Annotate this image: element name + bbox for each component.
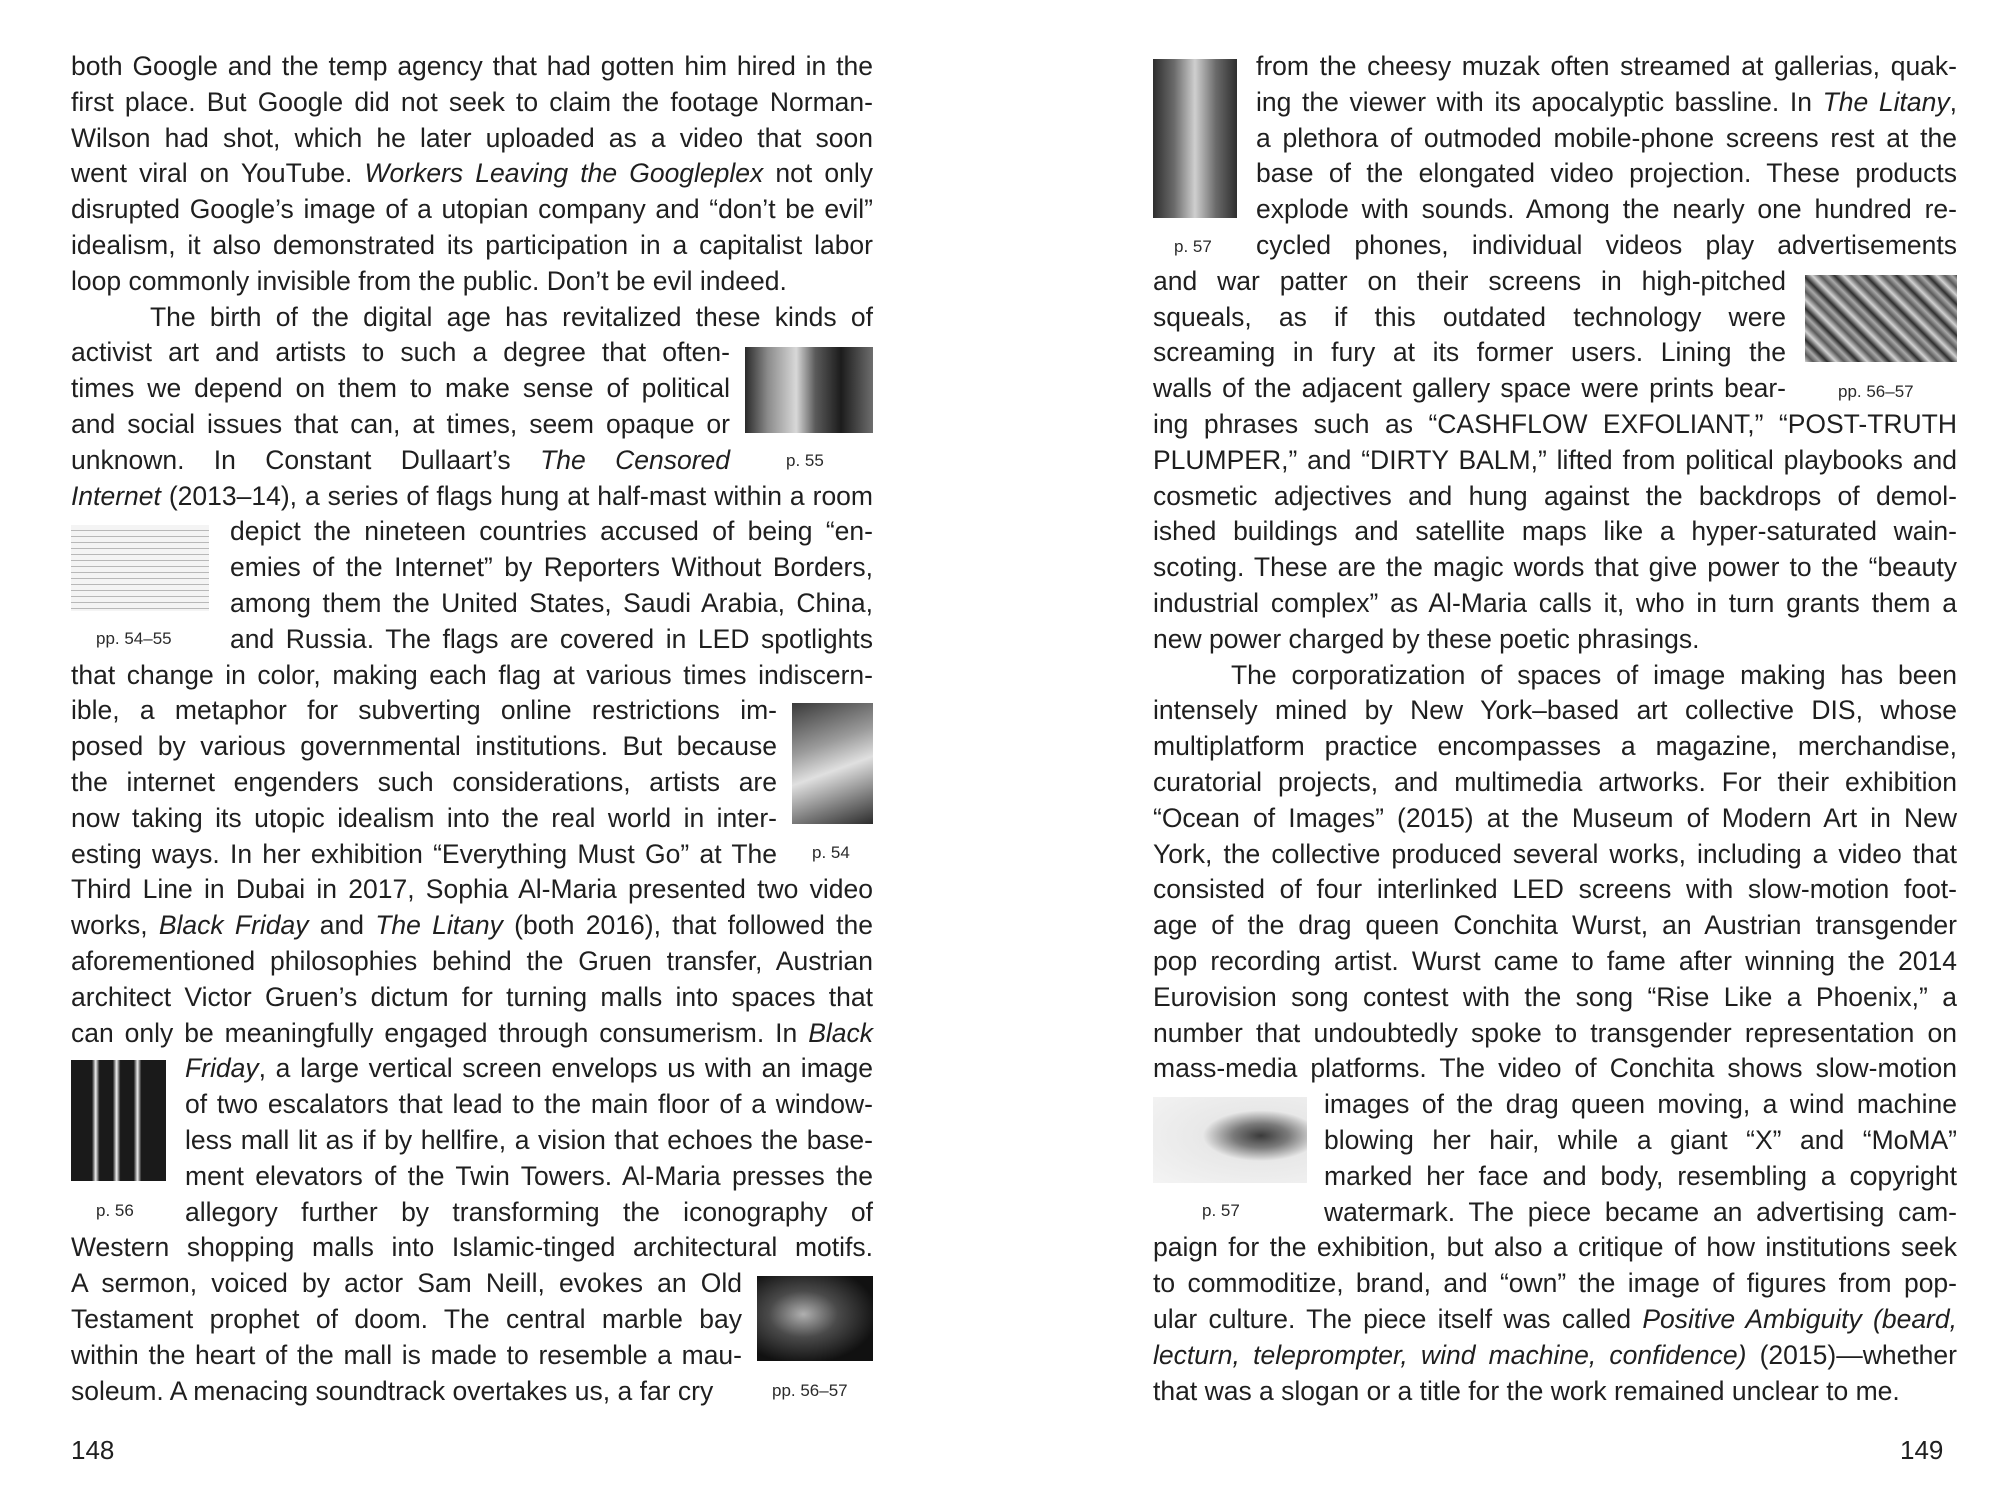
text-run: and bbox=[308, 910, 376, 941]
text-line bbox=[1153, 406, 1957, 442]
text-line bbox=[230, 621, 873, 657]
text-run: from the cheesy muzak often streamed at gallerias, quak- bbox=[1256, 51, 1957, 81]
text-run: walls of the adjacent gallery space were prints bear- bbox=[1153, 373, 1786, 404]
text-line bbox=[71, 1229, 873, 1265]
text-line bbox=[1153, 621, 1957, 657]
text-run: and Russia. The flags are covered in LED spotlights bbox=[230, 623, 873, 654]
text-line bbox=[71, 764, 777, 800]
text-line bbox=[185, 1194, 873, 1230]
text-run: mass-media platforms. The video of Conchita shows slow-motion bbox=[1153, 1053, 1957, 1084]
text-line bbox=[1256, 84, 1957, 120]
text-line bbox=[71, 334, 730, 370]
text-line bbox=[1153, 478, 1957, 514]
text-line bbox=[1153, 728, 1957, 764]
exhibition-space-thumbnail bbox=[792, 703, 873, 824]
text-run: times we depend on them to make sense of political bbox=[71, 373, 730, 404]
text-run: images of the drag queen moving, a wind machine bbox=[1324, 1089, 1957, 1120]
text-run: curatorial projects, and multimedia artworks. For their exhibition bbox=[1153, 767, 1957, 797]
text-run: ible, a metaphor for subverting online restrictions im- bbox=[71, 695, 777, 726]
text-run: scoting. These are the magic words that give power to the “beauty bbox=[1153, 552, 1957, 583]
text-line bbox=[1153, 1050, 1957, 1086]
text-run: Testament prophet of doom. The central marble bay bbox=[71, 1304, 742, 1334]
text-line bbox=[1153, 836, 1957, 872]
text-run: loop commonly invisible from the public. Don’t be evil indeed. bbox=[71, 265, 787, 296]
text-run: ing the viewer with its apocalyptic bassline. In bbox=[1256, 86, 1823, 117]
text-run: a plethora of outmoded mobile-phone screens rest at the bbox=[1256, 122, 1957, 153]
text-line bbox=[1231, 657, 1957, 693]
text-line bbox=[185, 1158, 873, 1194]
text-run: ment elevators of the Twin Towers. Al-Maria presses the bbox=[185, 1160, 873, 1191]
page-ref: p. 57 bbox=[1174, 237, 1212, 256]
text-run: cosmetic adjectives and hung against the backdrops of demol- bbox=[1153, 480, 1957, 511]
text-run: (2015)—whether bbox=[1746, 1339, 1957, 1370]
text-line bbox=[71, 1337, 742, 1373]
text-line bbox=[1153, 800, 1957, 836]
text-line bbox=[71, 1373, 742, 1409]
censored-internet-thumbnail bbox=[745, 347, 873, 433]
text-run: within the heart of the mall is made to resemble a mau- bbox=[71, 1339, 742, 1370]
text-line bbox=[1153, 1301, 1957, 1337]
text-run: base of the elongated video projection. These products bbox=[1256, 158, 1957, 189]
page-ref: p. 57 bbox=[1202, 1201, 1240, 1220]
page-ref: pp. 56–57 bbox=[1838, 382, 1914, 401]
text-line bbox=[71, 657, 873, 693]
text-run: activist art and artists to such a degree that often- bbox=[71, 337, 730, 368]
text-line bbox=[71, 871, 873, 907]
text-run: that was a slogan or a title for the work remained unclear to me. bbox=[1153, 1375, 1900, 1406]
text-line bbox=[1153, 442, 1957, 478]
text-line bbox=[71, 263, 873, 299]
text-line bbox=[1324, 1086, 1957, 1122]
text-run: depict the nineteen countries accused of being “en- bbox=[230, 516, 873, 547]
text-run: ular culture. The piece itself was called bbox=[1153, 1304, 1643, 1334]
text-run: “Ocean of Images” (2015) at the Museum of Modern Art in New bbox=[1153, 802, 1957, 833]
text-run: number that undoubtedly spoke to transgender representation on bbox=[1153, 1017, 1957, 1048]
text-line bbox=[71, 979, 873, 1015]
text-line bbox=[1153, 370, 1786, 406]
text-run: the internet engenders such considerations, artists are bbox=[71, 767, 777, 797]
text-line bbox=[185, 1122, 873, 1158]
italic-title: The Litany bbox=[1822, 86, 1950, 117]
text-run: to commoditize, brand, and “own” the image of figures from pop- bbox=[1153, 1268, 1957, 1299]
text-line bbox=[230, 585, 873, 621]
text-run: multiplatform practice encompasses a magazine, merchandise, bbox=[1153, 731, 1957, 762]
text-line bbox=[71, 120, 873, 156]
page-ref: p. 54 bbox=[812, 843, 850, 862]
text-line bbox=[71, 478, 873, 514]
text-run: unknown. In Constant Dullaart’s bbox=[71, 444, 541, 475]
text-line bbox=[71, 1265, 742, 1301]
page-ref: p. 56 bbox=[96, 1201, 134, 1220]
text-line bbox=[1153, 1229, 1957, 1265]
text-line bbox=[150, 299, 873, 335]
text-line bbox=[1153, 979, 1957, 1015]
text-line bbox=[1256, 48, 1957, 84]
text-run: posed by various governmental institutions. But because bbox=[71, 731, 777, 762]
text-line bbox=[71, 191, 873, 227]
text-run: both Google and the temp agency that had gotten him hired in the bbox=[71, 51, 873, 81]
text-line bbox=[71, 728, 777, 764]
text-line bbox=[71, 406, 730, 442]
text-run: (2013–14), a series of flags hung at half-mast within a room bbox=[160, 480, 873, 511]
text-run: Third Line in Dubai in 2017, Sophia Al-Maria presented two video bbox=[71, 874, 873, 905]
text-line bbox=[71, 155, 873, 191]
text-line bbox=[1256, 227, 1957, 263]
text-line bbox=[1324, 1194, 1957, 1230]
italic-title: Positive Ambiguity (beard, bbox=[1642, 1304, 1957, 1334]
text-line bbox=[71, 84, 873, 120]
page-ref: pp. 56–57 bbox=[772, 1381, 848, 1400]
text-run: screaming in fury at its former users. Lining the bbox=[1153, 337, 1786, 368]
text-run: age of the drag queen Conchita Wurst, an Austrian transgender bbox=[1153, 910, 1957, 941]
text-run: marked her face and body, resembling a copyright bbox=[1324, 1160, 1957, 1191]
text-line bbox=[71, 48, 873, 84]
text-run: not only bbox=[763, 158, 873, 189]
text-run: soleum. A menacing soundtrack overtakes us, a far cry bbox=[71, 1375, 714, 1406]
text-line bbox=[185, 1086, 873, 1122]
text-run: A sermon, voiced by actor Sam Neill, evokes an Old bbox=[71, 1268, 742, 1299]
black-friday-thumbnail bbox=[71, 1060, 166, 1181]
text-line bbox=[1153, 1337, 1957, 1373]
text-line bbox=[1153, 1265, 1957, 1301]
text-run: and social issues that can, at times, seem opaque or bbox=[71, 409, 730, 439]
text-run: , bbox=[1949, 86, 1957, 117]
italic-title: Black Friday bbox=[158, 910, 309, 941]
text-run: The birth of the digital age has revitalized these kinds of bbox=[150, 301, 873, 332]
text-run: allegory further by transforming the iconography of bbox=[185, 1196, 873, 1227]
text-run: and war patter on their screens in high-pitched bbox=[1153, 265, 1786, 296]
text-run: (both 2016), that followed the bbox=[502, 910, 873, 941]
text-line bbox=[1153, 1373, 1957, 1409]
text-run: went viral on YouTube. bbox=[71, 158, 365, 189]
text-line bbox=[1153, 549, 1957, 585]
text-line bbox=[1153, 1015, 1957, 1051]
text-run: York, the collective produced several works, including a video that bbox=[1153, 838, 1957, 869]
page-number: 149 bbox=[1900, 1435, 1944, 1465]
text-line bbox=[71, 692, 777, 728]
italic-title: Black bbox=[808, 1017, 873, 1048]
text-run: , a large vertical screen envelops us with an image bbox=[258, 1053, 873, 1084]
page-ref: pp. 54–55 bbox=[96, 629, 172, 648]
text-run: consisted of four interlinked LED screens with slow-motion foot- bbox=[1153, 874, 1957, 905]
text-line bbox=[1153, 585, 1957, 621]
text-line bbox=[1153, 513, 1957, 549]
text-run: now taking its utopic idealism into the real world in inter- bbox=[71, 802, 777, 833]
text-line bbox=[1153, 871, 1957, 907]
text-run: industrial complex” as Al-Maria calls it, who in turn grants them a bbox=[1153, 588, 1957, 618]
text-run: ing phrases such as “CASHFLOW EXFOLIANT,” “POST-TRUTH bbox=[1153, 409, 1957, 439]
text-run: disrupted Google’s image of a utopian company and “don’t be evil” bbox=[71, 194, 873, 225]
text-line bbox=[71, 442, 730, 478]
text-line bbox=[1153, 907, 1957, 943]
text-run: pop recording artist. Wurst came to fame after winning the 2014 bbox=[1153, 946, 1957, 976]
italic-title: Workers Leaving the Googleplex bbox=[364, 158, 764, 189]
text-line bbox=[71, 943, 873, 979]
text-run: among them the United States, Saudi Arabia, China, bbox=[230, 588, 873, 618]
text-line bbox=[1256, 120, 1957, 156]
text-line bbox=[1324, 1122, 1957, 1158]
text-run: new power charged by these poetic phrasings. bbox=[1153, 623, 1700, 654]
text-run: watermark. The piece became an advertising cam- bbox=[1324, 1196, 1957, 1227]
text-line bbox=[1324, 1158, 1957, 1194]
text-line bbox=[230, 513, 873, 549]
text-line bbox=[1153, 334, 1786, 370]
italic-title: The Censored bbox=[540, 444, 730, 475]
text-run: intensely mined by New York–based art collective DIS, whose bbox=[1153, 695, 1957, 726]
mall-installation-thumbnail bbox=[757, 1276, 873, 1361]
text-run: The corporatization of spaces of image making has been bbox=[1231, 659, 1957, 690]
text-run: paign for the exhibition, but also a critique of how institutions seek bbox=[1153, 1232, 1957, 1263]
italic-title: lecturn, teleprompter, wind machine, confidence) bbox=[1153, 1339, 1747, 1370]
litany-prints-thumbnail bbox=[1805, 275, 1957, 362]
italic-title: Internet bbox=[71, 480, 161, 511]
text-line bbox=[1153, 263, 1786, 299]
text-run: aforementioned philosophies behind the Gruen transfer, Austrian bbox=[71, 946, 873, 976]
text-run: PLUMPER,” and “DIRTY BALM,” lifted from political playbooks and bbox=[1153, 444, 1957, 475]
text-run: Wilson had shot, which he later uploaded as a video that soon bbox=[71, 122, 873, 153]
text-line bbox=[1153, 299, 1786, 335]
conchita-wurst-thumbnail bbox=[1153, 1097, 1307, 1183]
text-run: can only be meaningfully engaged through consumerism. In bbox=[71, 1017, 809, 1048]
text-run: explode with sounds. Among the nearly one hundred re- bbox=[1256, 194, 1957, 225]
text-line bbox=[71, 227, 873, 263]
text-run: architect Victor Gruen’s dictum for turning malls into spaces that bbox=[71, 981, 873, 1012]
text-line bbox=[230, 549, 873, 585]
text-line bbox=[1153, 692, 1957, 728]
text-line bbox=[71, 1301, 742, 1337]
text-run: emies of the Internet” by Reporters Without Borders, bbox=[230, 552, 873, 583]
galleria-thumbnail bbox=[1153, 59, 1237, 218]
text-line bbox=[71, 1015, 873, 1051]
italic-title: Friday bbox=[185, 1053, 259, 1084]
text-line bbox=[1153, 764, 1957, 800]
text-line bbox=[71, 836, 777, 872]
text-run: idealism, it also demonstrated its participation in a capitalist labor bbox=[71, 230, 873, 260]
text-run: ished buildings and satellite maps like a hyper-saturated wain- bbox=[1153, 516, 1957, 547]
italic-title: The Litany bbox=[375, 910, 503, 941]
page-ref: p. 55 bbox=[786, 451, 824, 470]
text-run: squeals, as if this outdated technology were bbox=[1153, 301, 1786, 332]
text-run: less mall lit as if by hellfire, a vision that echoes the base- bbox=[185, 1125, 873, 1155]
text-run: first place. But Google did not seek to claim the footage Norman- bbox=[71, 86, 873, 117]
text-run: works, bbox=[71, 910, 159, 941]
text-run: esting ways. In her exhibition “Everything Must Go” at The bbox=[71, 838, 777, 869]
text-line bbox=[185, 1050, 873, 1086]
right-page bbox=[1000, 0, 2000, 1495]
text-run: that change in color, making each flag at various times indiscern- bbox=[71, 659, 873, 690]
text-run: of two escalators that lead to the main floor of a window- bbox=[185, 1089, 873, 1120]
text-run: blowing her hair, while a giant “X” and “MoMA” bbox=[1324, 1125, 1957, 1155]
flags-website-thumbnail bbox=[71, 525, 209, 611]
text-line bbox=[1256, 155, 1957, 191]
text-line bbox=[71, 370, 730, 406]
text-run: Western shopping malls into Islamic-tinged architectural motifs. bbox=[71, 1232, 873, 1263]
text-run: Eurovision song contest with the song “Rise Like a Phoenix,” a bbox=[1153, 981, 1957, 1012]
text-line bbox=[1256, 191, 1957, 227]
text-line bbox=[71, 907, 873, 943]
text-run: cycled phones, individual videos play advertisements bbox=[1256, 230, 1957, 260]
text-line bbox=[1153, 943, 1957, 979]
page-number: 148 bbox=[71, 1435, 115, 1465]
text-line bbox=[71, 800, 777, 836]
